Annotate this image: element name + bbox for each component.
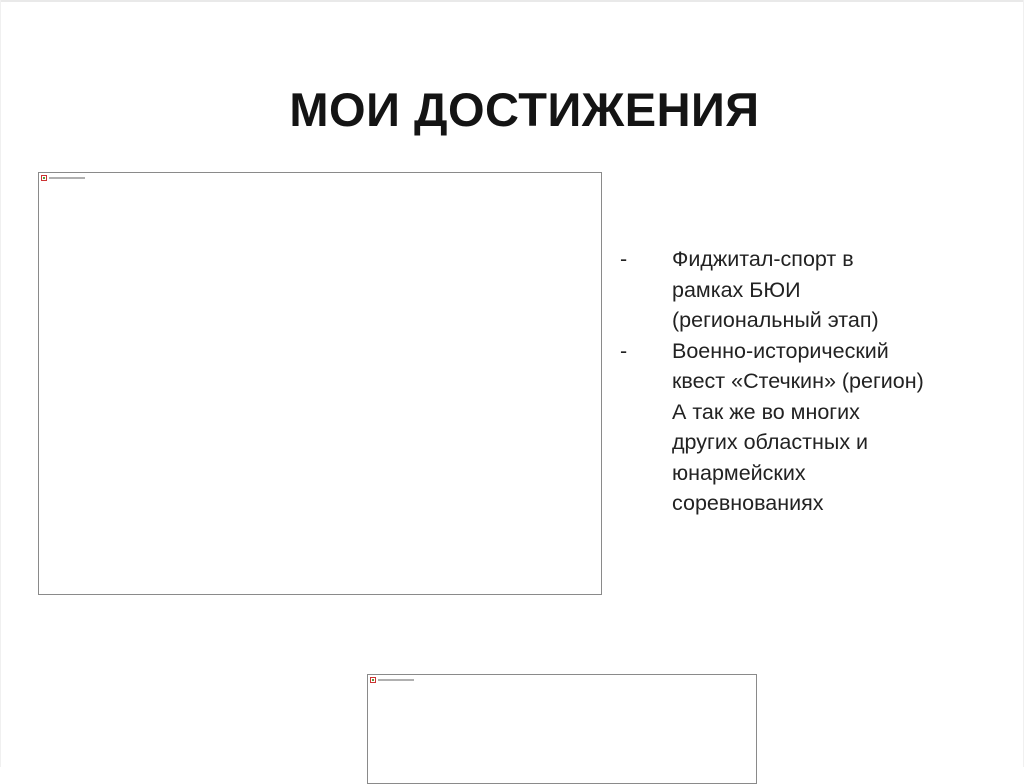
broken-image-indicator — [41, 175, 85, 181]
achievements-list — [618, 244, 998, 519]
list-bullet: - — [620, 338, 628, 363]
slide-title: МОИ ДОСТИЖЕНИЯ — [289, 83, 760, 136]
achievement-photo-placeholder-2 — [367, 674, 757, 784]
achievement-photo-placeholder — [38, 172, 602, 595]
broken-image-icon — [370, 677, 376, 683]
list-item — [618, 336, 998, 519]
achievement-text: Военно-исторический квест «Стечкин» (регион) А так же во многих других областных и юнармейских соревнованиях — [672, 338, 924, 515]
list-item — [618, 244, 998, 336]
image-alt-text-mark — [49, 177, 85, 179]
slide-top-border — [0, 0, 1024, 2]
image-alt-text-mark — [378, 679, 414, 681]
broken-image-indicator — [370, 677, 414, 683]
broken-image-icon — [41, 175, 47, 181]
achievement-text: Фиджитал-спорт в рамках БЮИ (региональный этап) — [672, 247, 879, 332]
list-bullet: - — [620, 247, 628, 271]
